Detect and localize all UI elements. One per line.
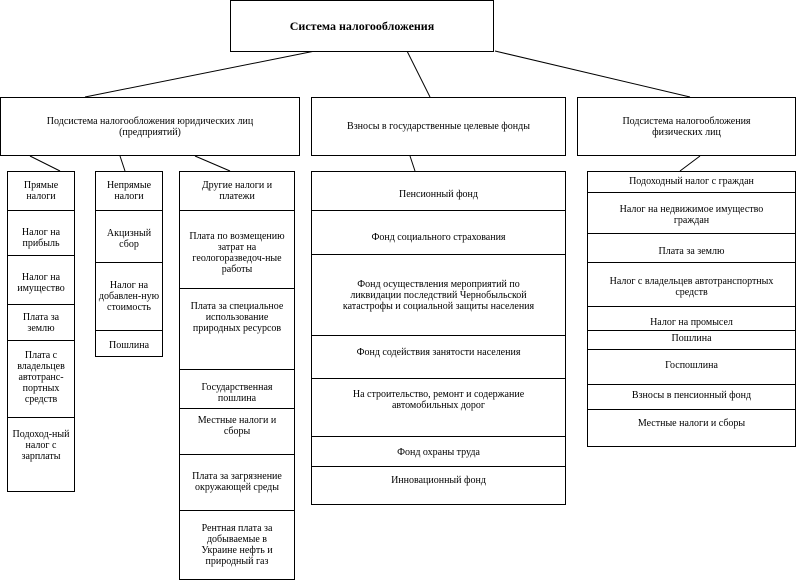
divider	[179, 510, 295, 511]
other-item: Местные налоги и сборы	[197, 415, 277, 437]
divider	[7, 417, 75, 418]
other-item: Плата за специальное использование природных ресурсов	[190, 300, 284, 334]
divider	[311, 378, 566, 379]
individual-item: Налог на недвижимое имущество граждан	[619, 204, 764, 226]
divider	[179, 369, 295, 370]
connector-individual-list	[680, 156, 700, 171]
fund-item: Фонд социального страхования	[371, 231, 506, 243]
divider	[587, 233, 796, 234]
divider	[95, 210, 163, 211]
divider	[179, 210, 295, 211]
individual-item: Пошлина	[671, 332, 712, 344]
fund-item: На строительство, ремонт и содержание автомобильных дорог	[352, 389, 525, 411]
direct-item: Налог на имущество	[17, 272, 65, 294]
divider	[7, 210, 75, 211]
divider	[7, 340, 75, 341]
other-item: Государственная пошлина	[201, 382, 273, 404]
connector-root-individual	[495, 51, 690, 97]
divider	[179, 408, 295, 409]
fund-item: Инновационный фонд	[391, 474, 486, 486]
root-title: Система налогообложения	[289, 18, 435, 33]
divider	[587, 306, 796, 307]
fund-item: Фонд охраны труда	[397, 446, 480, 458]
connector-legal-indirect	[120, 156, 125, 171]
direct-item: Подоход-ный налог с зарплаты	[12, 428, 70, 462]
individual-item: Местные налоги и сборы	[637, 417, 746, 429]
direct-item: Налог на прибыль	[21, 226, 61, 249]
individual-item: Налог на промысел	[650, 316, 733, 328]
other-item: Плата за загрязнение окружающей среды	[192, 471, 282, 493]
divider	[587, 409, 796, 410]
divider	[7, 304, 75, 305]
indirect-item: Акцизный сбор	[106, 228, 152, 250]
individual-item: Плата за землю	[658, 245, 725, 257]
individual-item: Госпошлина	[665, 359, 718, 371]
indirect-item: Пошлина	[108, 339, 150, 351]
direct-item: Плата с владельцев автотранс-портных средств	[17, 349, 65, 405]
direct-taxes-title: Прямые налоги	[23, 179, 59, 202]
fund-item: Фонд содействия занятости населения	[356, 346, 521, 358]
divider	[311, 466, 566, 467]
funds-branch-label: Взносы в государственные целевые фонды	[347, 121, 530, 132]
indirect-taxes-title: Непрямые налоги	[106, 179, 152, 202]
fund-item: Фонд осуществления мероприятий по ликвидации последствий Чернобыльской катастрофы и социальной защиты населения	[342, 278, 535, 312]
divider	[587, 349, 796, 350]
other-item: Плата по возмещению затрат на геологоразведоч-ные работы	[189, 231, 285, 275]
divider	[95, 262, 163, 263]
connector-funds-list	[410, 156, 415, 171]
connector-legal-direct	[30, 156, 60, 171]
divider	[587, 192, 796, 193]
individual-branch-label: Подсистема налогообложения физических лиц	[622, 115, 751, 138]
legal-branch-label: Подсистема налогообложения юридических лиц (предприятий)	[46, 115, 254, 138]
direct-item: Плата за землю	[22, 312, 60, 334]
divider	[7, 255, 75, 256]
divider	[587, 262, 796, 263]
divider	[311, 335, 566, 336]
divider	[179, 288, 295, 289]
individual-item: Взносы в пенсионный фонд	[631, 389, 752, 401]
divider	[95, 330, 163, 331]
divider	[311, 210, 566, 211]
connector-root-legal	[85, 51, 315, 97]
indirect-item: Налог на добавлен-ную стоимость	[98, 279, 160, 313]
individual-item: Налог с владельцев автотранспортных средств	[609, 276, 774, 298]
divider	[311, 254, 566, 255]
divider	[179, 454, 295, 455]
other-item: Рентная плата за добываемые в Украине нефть и природный газ	[201, 523, 273, 567]
individual-item: Подоходный налог с граждан	[629, 175, 754, 187]
other-payments-title: Другие налоги и платежи	[201, 179, 273, 202]
fund-item: Пенсионный фонд	[399, 188, 478, 200]
connector-legal-other	[195, 156, 230, 171]
divider	[311, 436, 566, 437]
connector-root-funds	[407, 51, 430, 97]
